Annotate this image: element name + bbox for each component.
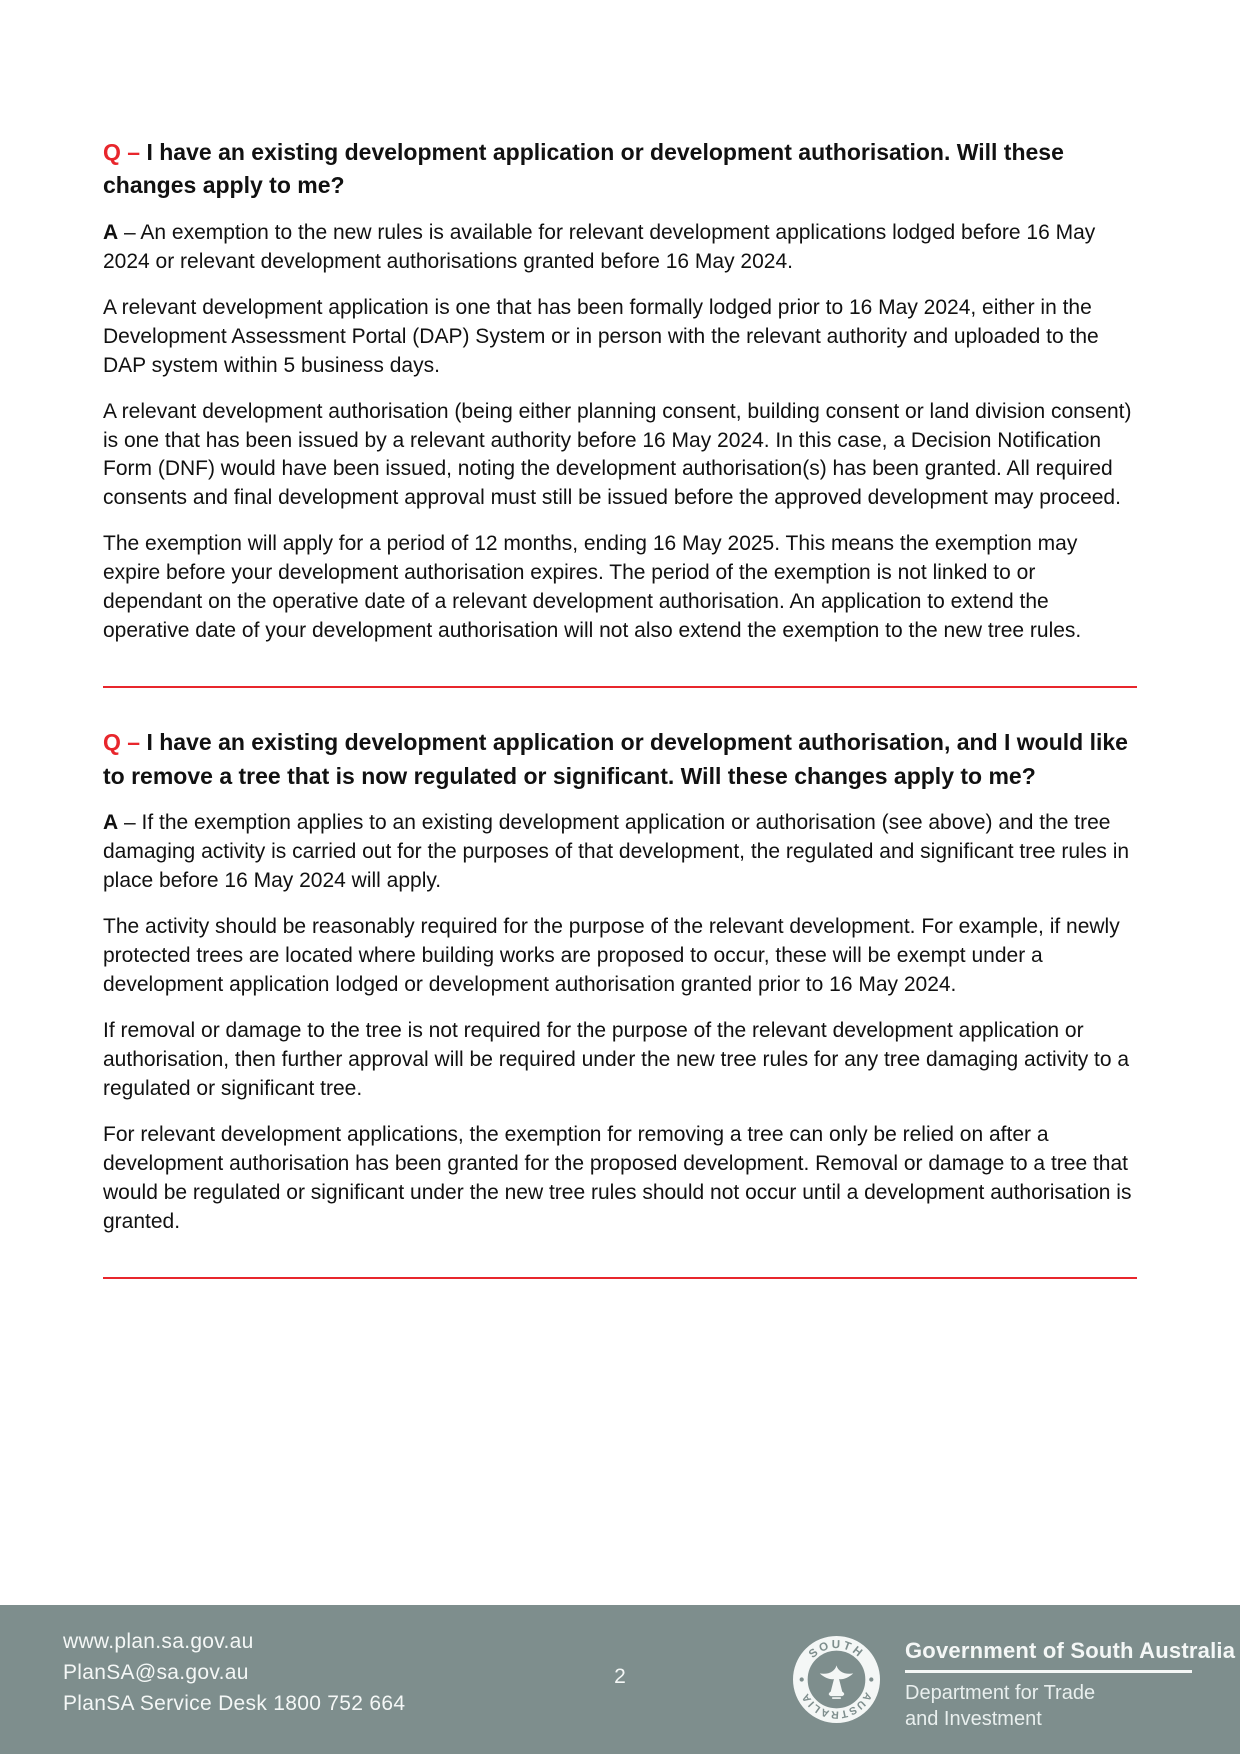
logo-arc-bottom-text: AUSTRALIA [799, 1690, 874, 1721]
section-divider [103, 686, 1137, 688]
answer-prefix: A [103, 810, 119, 834]
question-heading [103, 136, 1137, 203]
answer-text: – If the exemption applies to an existing development application or authorisation (see above) and the tree damaging activity is carried out for the purposes of that development, the regulated and significant tree rules in place before 16 May 2024 will apply. [103, 810, 1130, 892]
body-paragraph: The exemption will apply for a period of 12 months, ending 16 May 2025. This means the exemption may expire before your development authorisation expires. The period of the exemption is not linked to or dependant on the operative date of a relevant development authorisation. An application to extend the operative date of your development authorisation will not also extend the exemption to the new tree rules. [103, 532, 1082, 643]
footer-email-link[interactable]: PlanSA@sa.gov.au [63, 1661, 249, 1684]
faq-content [103, 136, 1137, 1317]
piping-shrike-icon [820, 1665, 853, 1698]
footer-website-link[interactable]: www.plan.sa.gov.au [63, 1630, 254, 1653]
question-text: I have an existing development application or development authorisation, and I would like to remove a tree that is now regulated or significant. Will these changes apply to me? [103, 729, 1128, 789]
department-line-1: Department for Trade [905, 1682, 1096, 1704]
question-prefix: Q – [103, 139, 141, 165]
question-heading [103, 726, 1137, 793]
body-paragraph: If removal or damage to the tree is not required for the purpose of the relevant development application or authorisation, then further approval will be required under the new tree rules for any tree damaging activity to a regulated or significant tree. [103, 1018, 1130, 1100]
body-paragraph: For relevant development applications, the exemption for removing a tree can only be relied on after a development authorisation has been granted for the proposed development. Removal or damage to a tree that would be regulated or significant under the new tree rules should not occur until a development authorisation is granted. [103, 1122, 1132, 1233]
svg-text:SOUTH [806, 1638, 866, 1661]
answer-lead-paragraph [103, 219, 1137, 277]
question-prefix: Q – [103, 729, 141, 756]
department-line-2: and Investment [905, 1708, 1042, 1730]
logo-arc-top-text: SOUTH [806, 1638, 867, 1661]
government-title: Government of South Australia [905, 1638, 1236, 1663]
qa-block-1 [103, 136, 1137, 646]
page-footer [0, 1605, 1240, 1754]
body-paragraph: A relevant development application is one that has been formally lodged prior to 16 May 2024, either in the Development Assessment Portal (DAP) System or in person with the relevant authority and uploaded to the DAP system within 5 business days. [103, 295, 1099, 377]
page-number: 2 [614, 1665, 626, 1688]
government-rule [905, 1670, 1192, 1673]
sa-government-logo [793, 1636, 880, 1723]
answer-text: – An exemption to the new rules is available for relevant development applications lodged before 16 May 2024 or relevant development authorisations granted before 16 May 2024. [103, 220, 1096, 273]
body-paragraph: A relevant development authorisation (being either planning consent, building consent or land division consent) is one that has been issued by a relevant authority before 16 May 2024. In this case, a Decision Notification Form (DNF) would have been issued, noting the development authorisation(s) has been granted. All required consents and final development approval must still be issued before the approved development may proceed. [103, 399, 1132, 510]
qa-block-2 [103, 726, 1137, 1236]
question-text: I have an existing development application or development authorisation. Will these changes apply to me? [103, 139, 1064, 199]
body-paragraph: The activity should be reasonably required for the purpose of the relevant development. For example, if newly protected trees are located where building works are proposed to occur, these will be exempt under a development application lodged or development authorisation granted prior to 16 May 2024. [103, 914, 1120, 996]
section-divider [103, 1277, 1137, 1279]
footer-contact-block [63, 1626, 405, 1719]
footer-service-desk: PlanSA Service Desk 1800 752 664 [63, 1692, 406, 1715]
answer-prefix: A [103, 220, 119, 244]
answer-lead-paragraph [103, 809, 1137, 896]
government-lockup [905, 1638, 1236, 1732]
